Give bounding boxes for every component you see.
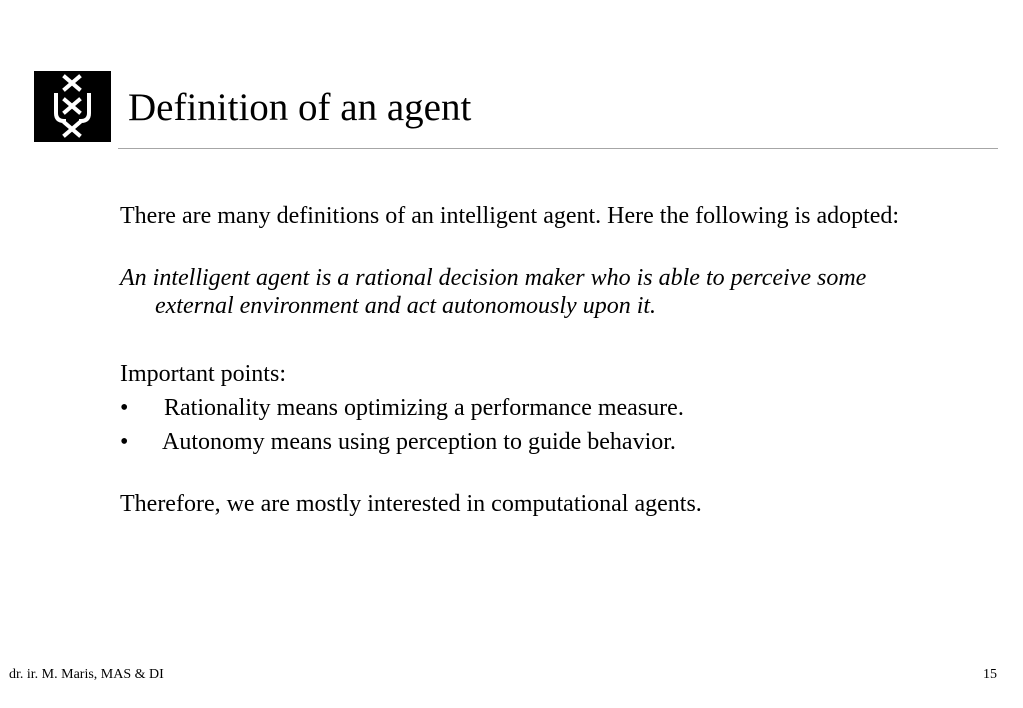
points-list	[120, 394, 950, 456]
bullet-text: Rationality means optimizing a performance measure.	[164, 395, 684, 421]
slide-body	[120, 202, 950, 518]
bullet-icon: •	[120, 395, 129, 421]
bullet-text: Autonomy means using perception to guide behavior.	[162, 429, 676, 455]
list-item	[120, 394, 950, 422]
list-item	[120, 428, 950, 456]
intro-paragraph: There are many definitions of an intelligent agent. Here the following is adopted:	[120, 203, 900, 229]
slide-title: Definition of an agent	[128, 86, 472, 129]
page-number: 15	[983, 667, 997, 682]
definition-paragraph: An intelligent agent is a rational decision maker who is able to perceive some external environment and act autonomously upon it.	[120, 265, 867, 319]
closing-paragraph: Therefore, we are mostly interested in computational agents.	[120, 491, 702, 517]
uva-logo-icon	[34, 71, 111, 142]
footer-author: dr. ir. M. Maris, MAS & DI	[9, 667, 164, 682]
points-heading: Important points:	[120, 361, 286, 387]
title-divider	[118, 148, 998, 149]
bullet-icon: •	[120, 429, 129, 455]
